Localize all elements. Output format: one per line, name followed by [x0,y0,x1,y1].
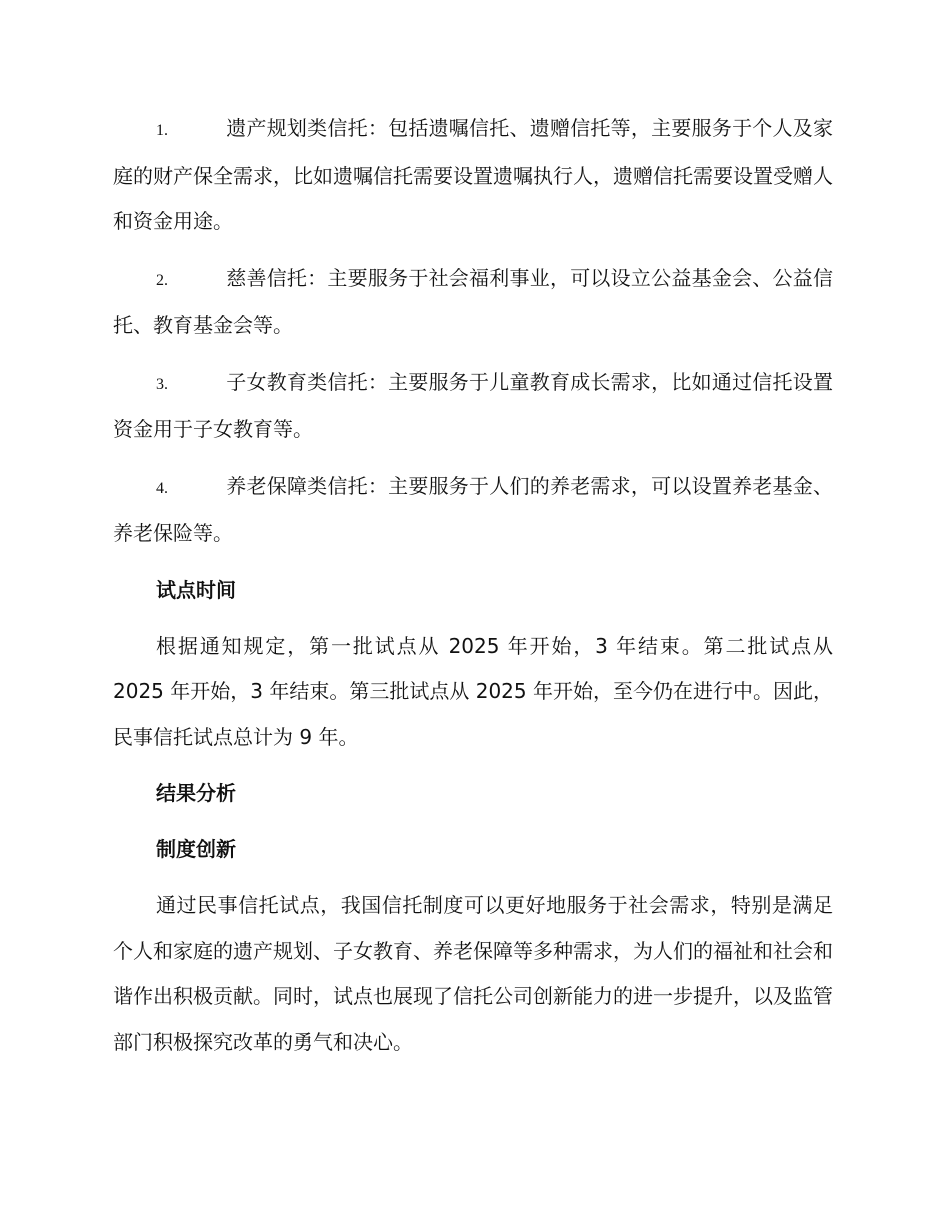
list-item-education-trust [113,360,833,453]
list-number: 4. [156,479,168,497]
section-heading-institutional-innovation: 制度创新 [156,837,236,861]
list-item-text: 养老保障类信托：主要服务于人们的养老需求，可以设置养老基金、养老保险等。 [113,473,833,545]
list-number: 1. [156,122,168,139]
list-number: 3. [156,375,168,393]
document-page [113,106,833,1076]
list-item-estate-planning [113,106,833,245]
list-item-pension-trust [113,464,833,557]
paragraph-institutional-innovation: 通过民事信托试点，我国信托制度可以更好地服务于社会需求，特别是满足个人和家庭的遗产规划、子女教育、养老保障等多种需求，为人们的福祉和社会和谐作出积极贡献。同时，试点也展现了信托公司创新能力的进一步提升，以及监管部门积极探究改革的勇气和决心。 [113,893,833,1054]
list-number: 2. [156,271,168,289]
list-item-text: 遗产规划类信托：包括遗嘱信托、遗赠信托等，主要服务于个人及家庭的财产保全需求，比如遗嘱信托需要设置遗嘱执行人，遗赠信托需要设置受赠人和资金用途。 [113,116,833,233]
section-heading-pilot-time: 试点时间 [156,577,236,602]
paragraph-pilot-time: 根据通知规定，第一批试点从 2025 年开始，3 年结束。第二批试点从 2025 年开始，3 年结束。第三批试点从 2025 年开始，至今仍在进行中。因此，民事信托试点总计为 9 年。 [113,633,833,749]
list-item-charitable-trust [113,256,833,349]
list-item-text: 慈善信托：主要服务于社会福利事业，可以设立公益基金会、公益信托、教育基金会等。 [113,265,833,337]
section-heading-result-analysis: 结果分析 [156,781,236,805]
list-item-text: 子女教育类信托：主要服务于儿童教育成长需求，比如通过信托设置资金用于子女教育等。 [113,369,833,441]
